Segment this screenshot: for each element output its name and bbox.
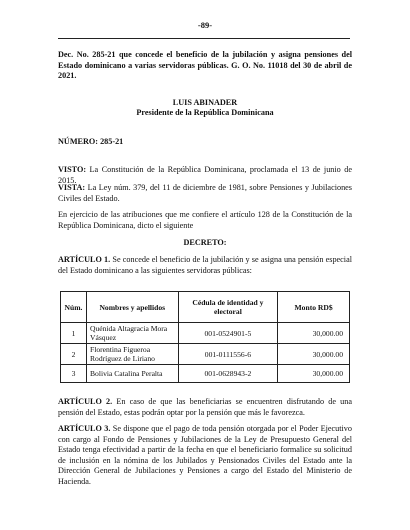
articulo-2-paragraph [58,397,352,418]
preamble-paragraph: En ejercicio de las atribuciones que me confiere el artículo 128 de la Constitución de la República Dominicana, dicto el siguiente [58,210,352,230]
beneficiaries-table [60,291,350,383]
column-header-name: Nombres y apellidos [86,292,178,323]
articulo-2-text: En caso de que las beneficiarias se encuentren disfrutando de una pensión del Estado, estas podrán optar por la pensión que más le favorezca. [58,397,353,417]
table-row [61,365,350,383]
beneficiary-name: Quénida Altagracia Mora Vásquez [86,323,178,344]
articulo-1-label: ARTÍCULO 1. [58,255,111,264]
id-number: 001-0628943-2 [178,365,278,383]
decreto-heading: DECRETO: [183,238,227,247]
visto-text: La Constitución de la República Dominicana, proclamada el 13 de junio de 2015. [58,165,352,185]
vista-text: La Ley núm. 379, del 11 de diciembre de 1981, sobre Pensiones y Jubilaciones Civiles del Estado. [58,183,352,203]
row-number: 2 [61,344,87,365]
articulo-2-label: ARTÍCULO 2. [58,397,113,406]
column-header-amount: Monto RD$ [278,292,350,323]
vista-label: VISTA: [58,183,86,192]
id-number: 001-0111556-6 [178,344,278,365]
column-header-num: Núm. [61,292,87,323]
table-header-row [61,292,350,323]
beneficiary-name: Florentina Figueroa Rodríguez de Liriano [86,344,178,365]
column-header-id: Cédula de identidad y electoral [178,292,278,323]
pension-amount: 30,000.00 [278,323,350,344]
header-rule [58,38,350,39]
signatory-office: Presidente de la República Dominicana [136,108,274,117]
decree-number: NÚMERO: 285-21 [58,137,124,146]
articulo-1-text: Se concede el beneficio de la jubilación y se asigna una pensión especial del Estado dominicano a las siguientes servidoras públicas: [58,255,352,275]
vista-paragraph [58,183,352,204]
articulo-3-label: ARTÍCULO 3. [58,424,111,433]
articulo-3-text: Se dispone que el pago de toda pensión otorgada por el Poder Ejecutivo con cargo al Fondo de Pensiones y Jubilaciones de la Ley de Presupuesto General del Estado tenga efectividad a partir de la fecha en que el beneficiario formalice su solicitud de inclusión en la nómina de los Jubilados y Pensionados Civiles del Estado ante la Dirección General de Jubilaciones y Pensiones a cargo del Estado del Ministerio de Hacienda. [58,424,352,486]
beneficiary-name: Bolivia Catalina Peralta [86,365,178,383]
pension-amount: 30,000.00 [278,365,350,383]
decree-title: Dec. No. 285-21 que concede el beneficio de la jubilación y asigna pensiones del Estado dominicano a varias servidoras públicas. G. O. No. 11018 del 30 de abril de 2021. [58,50,352,80]
id-number: 001-0524901-5 [178,323,278,344]
pension-amount: 30,000.00 [278,344,350,365]
table-row [61,323,350,344]
row-number: 1 [61,323,87,344]
row-number: 3 [61,365,87,383]
signatory-name: LUIS ABINADER [172,98,238,107]
table-row [61,344,350,365]
articulo-3-paragraph [58,424,352,487]
visto-label: VISTO: [58,165,87,174]
page-number: -89- [197,20,213,30]
articulo-1-paragraph [58,255,352,276]
